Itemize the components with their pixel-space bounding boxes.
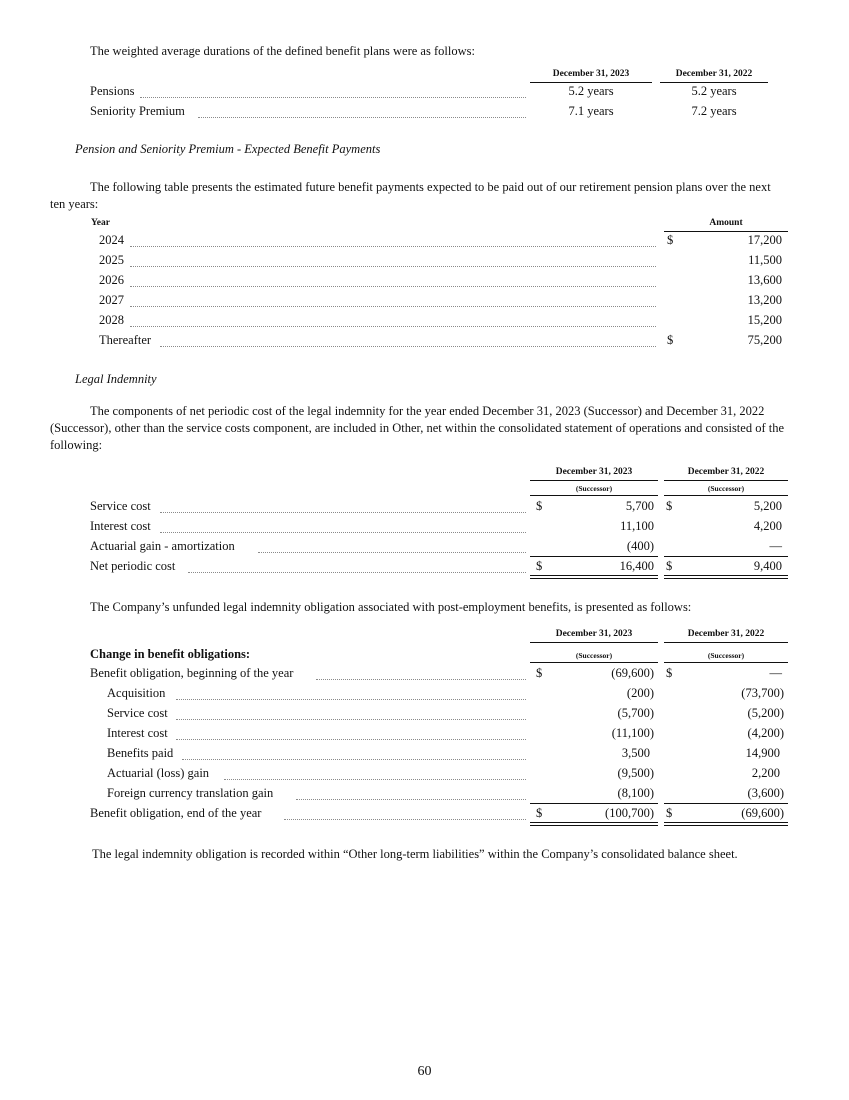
total-double-rule xyxy=(530,575,658,579)
currency-symbol: $ xyxy=(536,559,543,573)
leader-dots xyxy=(316,679,526,680)
obligation-value-2022: — xyxy=(769,666,782,680)
legal-intro: The components of net periodic cost of the legal indemnity for the year ended December 31, 2023 (Successor) and December 31, 2022 (Successor), other than the service costs component, are included in Other, net within the consolidated statement of operations and consisted of the following: xyxy=(50,404,785,452)
currency-symbol: $ xyxy=(666,806,673,820)
obligation-intro: The Company’s unfunded legal indemnity obligation associated with post-employment benefits, is presented as follows: xyxy=(90,600,692,614)
leader-dots xyxy=(176,699,526,700)
durations-value-2023: 7.1 years xyxy=(568,104,614,118)
payments-amount: 15,200 xyxy=(747,313,782,327)
obligation-section-title: Change in benefit obligations: xyxy=(90,647,251,661)
legal-row-label: Actuarial gain - amortization xyxy=(90,539,235,553)
payments-year: 2024 xyxy=(99,233,124,247)
leader-dots xyxy=(258,552,526,553)
obligation-col-2022: December 31, 2022 xyxy=(687,629,765,639)
leader-dots xyxy=(130,286,656,287)
obligation-col-rule xyxy=(664,642,788,643)
legal-value-2022: — xyxy=(769,539,782,553)
currency-symbol: $ xyxy=(667,233,674,247)
obligation-col-rule xyxy=(530,642,658,643)
currency-symbol: $ xyxy=(666,666,673,680)
obligation-value-2023: (11,100) xyxy=(611,726,654,740)
obligation-value-2022: 2,200 xyxy=(751,766,780,780)
obligation-row-label: Foreign currency translation gain xyxy=(107,786,274,800)
leader-dots xyxy=(296,799,526,800)
legal-row-label: Interest cost xyxy=(90,519,151,533)
obligation-value-2022: (5,200) xyxy=(747,706,784,720)
leader-dots xyxy=(160,532,526,533)
payments-col-rule xyxy=(664,231,788,232)
subtotal-rule xyxy=(664,803,788,804)
payments-year: 2026 xyxy=(99,273,124,287)
obligation-col-rule xyxy=(664,662,788,663)
obligation-value-2023: (69,600) xyxy=(611,666,654,680)
subtotal-rule xyxy=(530,556,658,557)
payments-intro: The following table presents the estimated future benefit payments expected to be paid out of our retirement pension plans over the next ten years: xyxy=(50,180,771,211)
durations-col-rule xyxy=(530,82,652,83)
payments-heading: Pension and Seniority Premium - Expected Benefit Payments xyxy=(75,142,381,156)
payments-amount: 17,200 xyxy=(747,233,782,247)
payments-amount: 13,600 xyxy=(747,273,782,287)
payments-col-amount: Amount xyxy=(709,218,743,228)
leader-dots xyxy=(130,246,656,247)
legal-col-2022: December 31, 2022 xyxy=(687,467,765,477)
leader-dots xyxy=(176,719,526,720)
leader-dots xyxy=(160,346,656,347)
durations-value-2022: 7.2 years xyxy=(691,104,737,118)
currency-symbol: $ xyxy=(536,806,543,820)
obligation-value-2022: 14,900 xyxy=(745,746,780,760)
legal-col-rule xyxy=(664,495,788,496)
obligation-row-label: Benefit obligation, end of the year xyxy=(90,806,262,820)
payments-year: 2028 xyxy=(99,313,124,327)
obligation-value-2023: (5,700) xyxy=(617,706,654,720)
legal-value-2023: (400) xyxy=(626,539,654,553)
total-double-rule xyxy=(664,822,788,826)
obligation-value-2022: (69,600) xyxy=(741,806,784,820)
payments-year: Thereafter xyxy=(99,333,152,347)
leader-dots xyxy=(130,266,656,267)
obligation-closing: The legal indemnity obligation is recorded within “Other long-term liabilities” within the Company’s consolidated balance sheet. xyxy=(92,847,738,861)
legal-col-rule xyxy=(530,495,658,496)
durations-value-2022: 5.2 years xyxy=(691,84,737,98)
legal-value-2022: 9,400 xyxy=(753,559,782,573)
obligation-value-2023: (100,700) xyxy=(605,806,654,820)
leader-dots xyxy=(140,97,526,98)
obligation-value-2022: (3,600) xyxy=(747,786,784,800)
page-number: 60 xyxy=(417,1064,432,1079)
currency-symbol: $ xyxy=(666,559,673,573)
obligation-row-label: Benefits paid xyxy=(107,746,174,760)
leader-dots xyxy=(224,779,526,780)
payments-amount: 75,200 xyxy=(747,333,782,347)
leader-dots xyxy=(130,326,656,327)
obligation-col-rule xyxy=(530,662,658,663)
legal-row-label: Service cost xyxy=(90,499,151,513)
durations-col-2022: December 31, 2022 xyxy=(675,69,753,79)
obligation-sub-2022: (Successor) xyxy=(707,651,745,660)
durations-row-label: Pensions xyxy=(90,84,135,98)
leader-dots xyxy=(284,819,526,820)
currency-symbol: $ xyxy=(536,666,543,680)
leader-dots xyxy=(160,512,526,513)
obligation-value-2022: (73,700) xyxy=(741,686,784,700)
obligation-value-2023: (9,500) xyxy=(617,766,654,780)
leader-dots xyxy=(182,759,526,760)
obligation-row-label: Benefit obligation, beginning of the year xyxy=(90,666,294,680)
durations-row-label: Seniority Premium xyxy=(90,104,185,118)
payments-amount: 13,200 xyxy=(747,293,782,307)
legal-value-2022: 4,200 xyxy=(753,519,782,533)
legal-col-rule xyxy=(664,480,788,481)
legal-col-2023: December 31, 2023 xyxy=(555,467,633,477)
obligation-value-2022: (4,200) xyxy=(747,726,784,740)
durations-intro: The weighted average durations of the defined benefit plans were as follows: xyxy=(90,44,475,58)
obligation-sub-2023: (Successor) xyxy=(575,651,613,660)
leader-dots xyxy=(130,306,656,307)
durations-value-2023: 5.2 years xyxy=(568,84,614,98)
subtotal-rule xyxy=(530,803,658,804)
durations-col-rule xyxy=(660,82,768,83)
obligation-value-2023: (200) xyxy=(626,686,654,700)
currency-symbol: $ xyxy=(536,499,543,513)
legal-value-2022: 5,200 xyxy=(753,499,782,513)
legal-sub-2022: (Successor) xyxy=(707,484,745,493)
obligation-value-2023: 3,500 xyxy=(621,746,650,760)
currency-symbol: $ xyxy=(667,333,674,347)
leader-dots xyxy=(198,117,526,118)
total-double-rule xyxy=(664,575,788,579)
payments-year: 2025 xyxy=(99,253,124,267)
obligation-row-label: Service cost xyxy=(107,706,168,720)
payments-amount: 11,500 xyxy=(748,253,782,267)
legal-sub-2023: (Successor) xyxy=(575,484,613,493)
legal-value-2023: 16,400 xyxy=(619,559,654,573)
legal-value-2023: 5,700 xyxy=(625,499,654,513)
obligation-row-label: Acquisition xyxy=(107,686,166,700)
legal-heading: Legal Indemnity xyxy=(75,372,157,386)
legal-value-2023: 11,100 xyxy=(620,519,654,533)
leader-dots xyxy=(188,572,526,573)
currency-symbol: $ xyxy=(666,499,673,513)
durations-col-2023: December 31, 2023 xyxy=(552,69,630,79)
payments-year: 2027 xyxy=(99,293,124,307)
legal-row-label: Net periodic cost xyxy=(90,559,176,573)
leader-dots xyxy=(176,739,526,740)
total-double-rule xyxy=(530,822,658,826)
obligation-value-2023: (8,100) xyxy=(617,786,654,800)
subtotal-rule xyxy=(664,556,788,557)
payments-col-year: Year xyxy=(91,218,110,228)
obligation-row-label: Interest cost xyxy=(107,726,168,740)
obligation-col-2023: December 31, 2023 xyxy=(555,629,633,639)
obligation-row-label: Actuarial (loss) gain xyxy=(107,766,210,780)
legal-col-rule xyxy=(530,480,658,481)
